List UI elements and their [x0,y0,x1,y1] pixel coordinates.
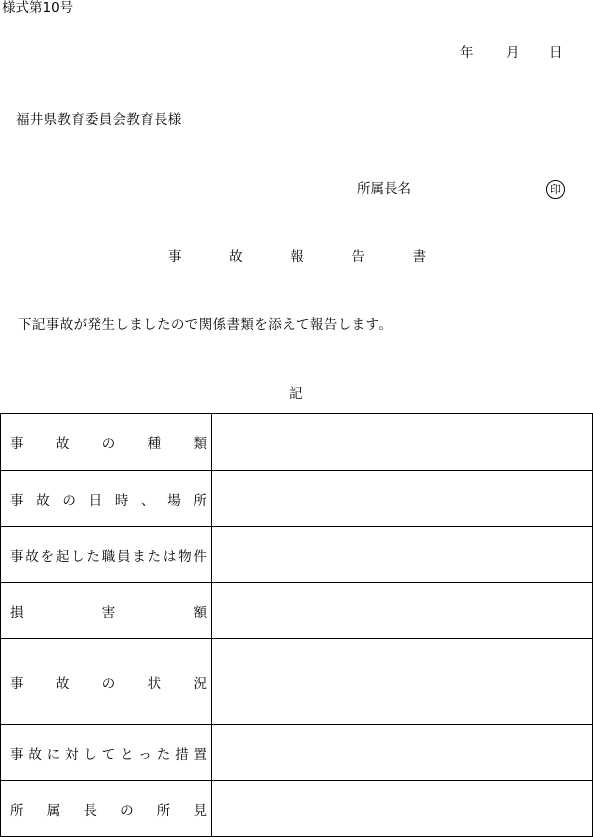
row-label-responsible-party [1,527,212,583]
addressee: 福井県教育委員会教育長様 [16,112,182,128]
label-char: の [120,802,134,819]
row-label-damage-amount [1,583,212,639]
label-char: 起 [55,548,70,565]
label-char: 損 [10,604,24,621]
value-cell-accident-type[interactable] [212,414,593,471]
value-cell-responsible-party[interactable] [212,527,593,583]
label-char: 措 [175,746,189,763]
label-char: 見 [193,802,207,819]
title-char: 報 [290,249,304,265]
label-char: 、 [141,492,155,509]
label-char: 事 [10,746,24,763]
spread-label [1,799,211,819]
spread-label [1,601,211,621]
value-cell-director-opinion[interactable] [212,781,593,837]
ki-label: 記 [289,386,303,402]
table-row [1,639,593,725]
date-day-label: 日 [549,45,563,61]
label-char: ま [132,548,146,565]
value-cell-accident-datetime-place[interactable] [212,471,593,527]
label-char: 所 [156,802,171,819]
label-char: 故 [55,675,70,692]
title-char: 事 [168,249,182,265]
label-char: 属 [46,802,61,819]
label-char: 長 [83,802,97,819]
value-cell-accident-situation[interactable] [212,639,593,725]
label-char: 対 [65,746,79,763]
date-month-label: 月 [506,45,520,61]
label-char: て [101,746,116,763]
table-row [1,527,593,583]
seal-mark: 印 [546,180,565,199]
label-char: 置 [193,746,207,763]
spread-label [1,432,211,452]
report-table [0,413,593,837]
label-char: 種 [147,436,162,452]
intro-text: 下記事故が発生しましたので関係書類を添えて報告します。 [18,317,393,333]
sender-name-label: 所属長名 [357,181,411,197]
title-char: 故 [229,249,243,265]
label-char: 額 [193,604,207,621]
spread-label [1,672,211,692]
table-row [1,781,593,837]
spread-label [1,545,211,565]
label-char: と [120,746,134,763]
value-cell-measures-taken[interactable] [212,725,593,781]
spread-label [1,743,211,763]
row-label-accident-situation [1,639,212,725]
title-char: 告 [351,249,365,265]
label-char: の [101,675,116,692]
label-char: 事 [10,675,24,692]
label-char: 場 [167,492,181,509]
label-char: し [83,746,97,763]
table-row [1,583,593,639]
label-char: 状 [147,675,162,692]
label-char: に [46,746,61,763]
table-row [1,414,593,471]
row-label-accident-datetime-place [1,471,212,527]
label-char: 故 [36,492,50,509]
label-char: の [62,492,76,509]
label-char: 故 [28,746,42,763]
label-char: は [162,548,177,565]
label-char: 員 [116,548,131,565]
label-char: を [40,548,55,565]
label-char: 況 [193,675,207,692]
title-char: 書 [412,249,426,265]
label-char: し [71,548,85,565]
row-label-measures-taken [1,725,212,781]
label-char: 事 [10,492,24,509]
label-char: 物 [178,548,192,565]
label-char: 故 [55,436,70,452]
spread-label [1,489,211,509]
label-char: た [147,548,162,565]
label-char: 件 [193,548,207,565]
label-char: 所 [193,492,207,509]
label-char: 類 [193,436,207,452]
label-char: た [156,746,171,763]
label-char: 故 [25,548,39,565]
label-char: た [86,548,100,565]
label-char: 時 [114,492,129,509]
label-char: の [101,436,116,452]
label-char: 害 [101,604,116,621]
table-row [1,471,593,527]
label-char: 日 [88,492,103,509]
label-char: 事 [10,436,24,452]
form-number: 様式第10号 [2,0,74,16]
date-year-label: 年 [460,45,474,61]
table-row [1,725,593,781]
value-cell-damage-amount[interactable] [212,583,593,639]
label-char: っ [138,746,152,763]
label-char: 所 [10,802,24,819]
label-char: 事 [10,548,24,565]
row-label-director-opinion [1,781,212,837]
document-title [168,249,426,265]
label-char: 職 [101,548,116,565]
row-label-accident-type [1,414,212,471]
